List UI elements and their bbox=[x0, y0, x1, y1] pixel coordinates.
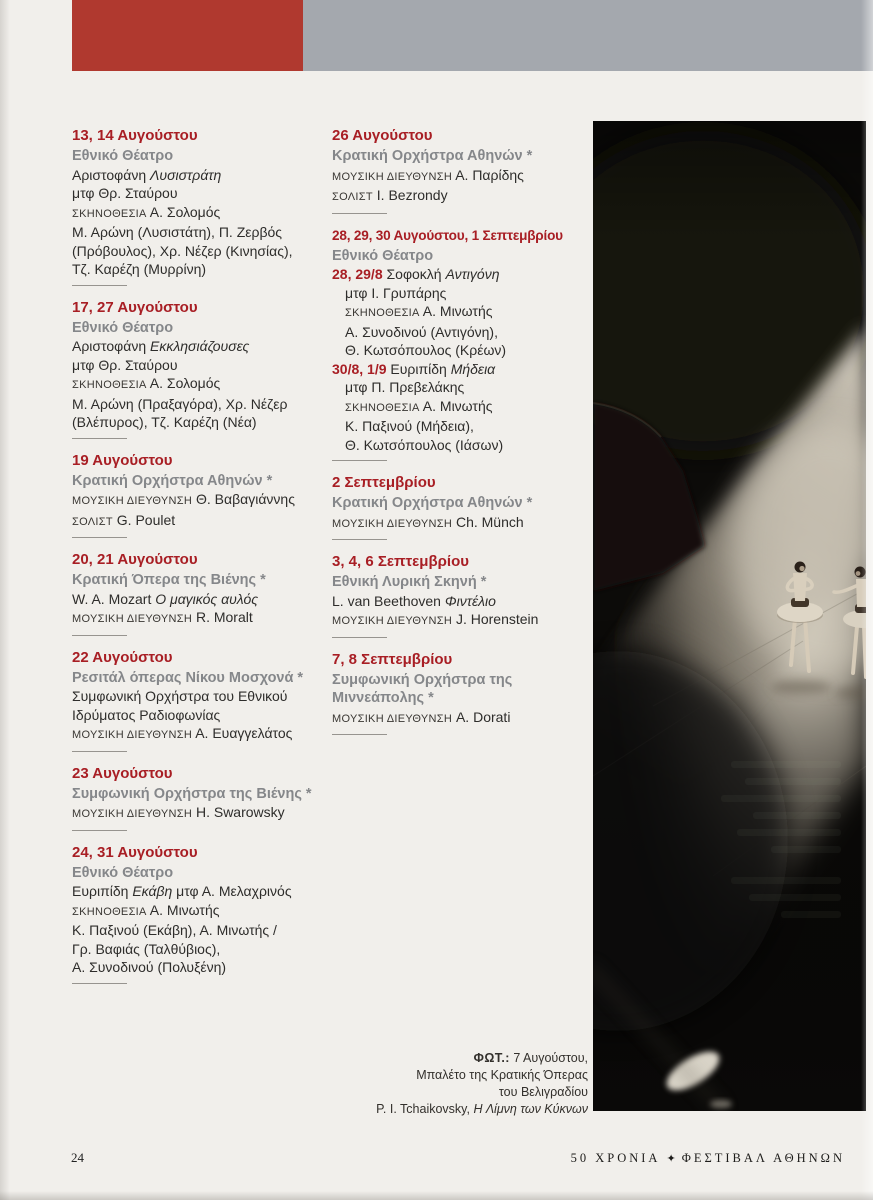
work-title: Αντιγόνη bbox=[445, 266, 500, 282]
work-title: Ο μαγικός αυλός bbox=[155, 590, 259, 607]
text-segment: Ιδρύματος Ραδιοφωνίας bbox=[72, 706, 221, 723]
separator-rule bbox=[72, 751, 127, 752]
event-line bbox=[332, 166, 592, 187]
event-block bbox=[332, 552, 592, 638]
role-label: ΣΚΗΝΟΘΕΣΙΑ bbox=[72, 905, 147, 918]
text-segment: του Βελιγραδίου bbox=[498, 1085, 588, 1099]
text-segment: Μιννεάπολης * bbox=[332, 690, 434, 706]
page-edge-bottom bbox=[0, 1191, 873, 1200]
event-line bbox=[72, 337, 330, 356]
venue-line bbox=[72, 147, 330, 166]
venue-line bbox=[72, 864, 330, 883]
header-gray-bar bbox=[303, 0, 873, 71]
event-date: 23 Αυγούστου bbox=[72, 764, 173, 782]
role-label: ΜΟΥΣΙΚΗ ΔΙΕΥΘΥΝΣΗ bbox=[332, 712, 453, 725]
event-block bbox=[72, 648, 330, 752]
separator-rule bbox=[72, 285, 127, 286]
text-segment: Κρατική Ορχήστρα Αθηνών * bbox=[332, 495, 533, 511]
event-line bbox=[72, 608, 330, 629]
event-date: 26 Αυγούστου bbox=[332, 127, 433, 144]
work-title: Λυσιστράτη bbox=[150, 166, 222, 183]
separator-rule bbox=[72, 983, 127, 984]
event-line bbox=[72, 921, 330, 940]
text-segment: Ρεσιτάλ όπερας Νίκου Μοσχονά * bbox=[72, 669, 304, 686]
text-segment: W. A. Mozart bbox=[72, 590, 156, 607]
program-column-right bbox=[332, 126, 592, 747]
role-label: ΜΟΥΣΙΚΗ ΔΙΕΥΘΥΝΣΗ bbox=[332, 517, 453, 530]
venue-line bbox=[72, 472, 330, 491]
event-line bbox=[72, 724, 330, 745]
event-line bbox=[72, 958, 330, 977]
venue-line bbox=[72, 571, 330, 590]
text-segment: A. Dorati bbox=[455, 708, 511, 725]
program-column-left bbox=[72, 126, 330, 996]
separator-rule bbox=[332, 460, 387, 461]
footer-title-right: ΦΕΣΤΙΒΑΛ ΑΘΗΝΩΝ bbox=[681, 1151, 845, 1165]
work-title: Εκκλησιάζουσες bbox=[150, 338, 250, 354]
text-segment: μτφ Α. Μελαχρινός bbox=[172, 883, 292, 899]
work-title: Η Λίμνη των Κύκνων bbox=[473, 1102, 588, 1116]
event-line bbox=[332, 610, 592, 631]
text-segment: Α. Παρίδης bbox=[455, 166, 524, 183]
event-line bbox=[332, 417, 592, 436]
text-segment: Γρ. Βαφιάς (Ταλθύβιος), bbox=[72, 940, 221, 957]
work-title: Μήδεια bbox=[450, 360, 496, 377]
event-line bbox=[72, 242, 330, 261]
sub-date: 28, 29/8 bbox=[332, 266, 383, 282]
text-segment: Εθνικό Θέατρο bbox=[332, 247, 434, 264]
separator-rule bbox=[332, 637, 387, 638]
separator-rule bbox=[72, 635, 127, 636]
text-segment: Αριστοφάνη bbox=[72, 338, 151, 354]
text-segment: Εθνικό Θέατρο bbox=[72, 148, 174, 164]
text-segment: I. Bezrondy bbox=[376, 187, 448, 203]
venue-line bbox=[72, 669, 330, 688]
text-segment: Α. Σολομός bbox=[149, 375, 221, 391]
text-segment: Θ. Κωτσόπουλος (Κρέων) bbox=[345, 342, 507, 358]
role-label: ΜΟΥΣΙΚΗ ΔΙΕΥΘΥΝΣΗ bbox=[72, 613, 193, 625]
text-segment: Α. Ευαγγελάτος bbox=[195, 725, 293, 741]
event-date: 7, 8 Σεπτεμβρίου bbox=[332, 650, 453, 668]
event-block bbox=[332, 473, 592, 540]
event-date: 2 Σεπτεμβρίου bbox=[332, 474, 436, 491]
role-label: ΣΚΗΝΟΘΕΣΙΑ bbox=[345, 307, 420, 319]
event-line bbox=[72, 687, 330, 706]
text-segment: Κρατική Όπερα της Βιένης * bbox=[72, 572, 266, 588]
text-segment: Μπαλέτο της Κρατικής Όπερας bbox=[416, 1068, 588, 1082]
role-label: ΣΟΛΙΣΤ bbox=[332, 191, 373, 203]
text-segment: Κρατική Ορχήστρα Αθηνών * bbox=[332, 148, 533, 164]
event-line bbox=[72, 803, 330, 824]
event-line bbox=[72, 511, 330, 532]
text-segment: μτφ Π. Πρεβελάκης bbox=[345, 379, 465, 395]
page-number: 24 bbox=[71, 1150, 84, 1165]
role-label: ΣΟΛΙΣΤ bbox=[72, 515, 113, 528]
text-segment: Α. Συνοδινού (Πολυξένη) bbox=[72, 959, 227, 975]
text-segment: Σοφοκλή bbox=[382, 266, 446, 282]
venue-line bbox=[332, 671, 592, 690]
text-segment: Εθνικό Θέατρο bbox=[72, 319, 174, 336]
text-segment: μτφ Ι. Γρυπάρης bbox=[345, 284, 447, 301]
caption-label: ΦΩΤ.: bbox=[473, 1051, 510, 1065]
text-segment: Συμφωνική Ορχήστρα της Βιένης * bbox=[72, 785, 312, 802]
work-title: Εκάβη bbox=[132, 883, 173, 899]
text-segment: Τζ. Καρέζη (Μυρρίνη) bbox=[72, 261, 207, 277]
text-segment: R. Moralt bbox=[195, 609, 253, 625]
venue-line bbox=[332, 573, 592, 592]
event-line bbox=[332, 341, 592, 360]
text-segment: (Πρόβουλος), Χρ. Νέζερ (Κινησίας), bbox=[72, 242, 293, 259]
sub-date: 30/8, 1/9 bbox=[332, 360, 387, 377]
text-segment: μτφ Θρ. Σταύρου bbox=[72, 185, 178, 201]
text-segment: 7 Αυγούστου, bbox=[509, 1051, 588, 1065]
event-line bbox=[72, 166, 330, 185]
text-segment: Θ. Βαβαγιάννης bbox=[195, 491, 295, 507]
event-line bbox=[332, 360, 592, 379]
text-segment: Ευριπίδη bbox=[386, 360, 451, 377]
event-block bbox=[332, 650, 592, 736]
event-line bbox=[72, 706, 330, 725]
event-date: 3, 4, 6 Σεπτεμβρίου bbox=[332, 553, 469, 570]
event-block bbox=[72, 298, 330, 439]
text-segment: P. I. Tchaikovsky, bbox=[376, 1102, 474, 1116]
event-date: 13, 14 Αυγούστου bbox=[72, 127, 198, 144]
separator-rule bbox=[72, 438, 127, 439]
event-line bbox=[72, 901, 330, 922]
text-segment: Εθνική Λυρική Σκηνή * bbox=[332, 574, 487, 590]
event-date: 22 Αυγούστου bbox=[72, 648, 173, 666]
text-segment: L. van Beethoven bbox=[332, 592, 445, 609]
footer-title-left: 50 ΧΡΟΝΙΑ bbox=[570, 1151, 661, 1165]
role-label: ΣΚΗΝΟΘΕΣΙΑ bbox=[345, 401, 420, 414]
event-date: 19 Αυγούστου bbox=[72, 451, 173, 469]
text-segment: Ch. Münch bbox=[455, 513, 524, 530]
text-segment: Συμφωνική Ορχήστρα της bbox=[332, 671, 513, 688]
footer-festival-title bbox=[571, 1151, 845, 1166]
event-line bbox=[72, 940, 330, 959]
work-title: Φιντέλιο bbox=[444, 592, 496, 609]
text-segment: Α. Μινωτής bbox=[422, 303, 493, 319]
text-segment: Συμφωνική Ορχήστρα του Εθνικού bbox=[72, 688, 288, 704]
text-segment: G. Poulet bbox=[116, 511, 176, 528]
text-segment: Θ. Κωτσόπουλος (Ιάσων) bbox=[345, 436, 504, 453]
text-segment: Μ. Αρώνη (Λυσιστάτη), Π. Ζερβός bbox=[72, 224, 283, 240]
separator-rule bbox=[332, 539, 387, 540]
text-segment: Α. Μινωτής bbox=[422, 397, 493, 414]
role-label: ΜΟΥΣΙΚΗ ΔΙΕΥΘΥΝΣΗ bbox=[72, 808, 193, 820]
event-line bbox=[72, 413, 330, 432]
caption-line bbox=[295, 1067, 588, 1084]
event-block bbox=[72, 764, 330, 831]
text-segment: J. Horenstein bbox=[455, 611, 539, 627]
event-block bbox=[72, 550, 330, 636]
role-label: ΜΟΥΣΙΚΗ ΔΙΕΥΘΥΝΣΗ bbox=[332, 170, 453, 183]
role-label: ΜΟΥΣΙΚΗ ΔΙΕΥΘΥΝΣΗ bbox=[332, 615, 453, 627]
event-date: 24, 31 Αυγούστου bbox=[72, 843, 198, 861]
separator-rule bbox=[332, 734, 387, 735]
event-date: 20, 21 Αυγούστου bbox=[72, 551, 198, 568]
role-label: ΜΟΥΣΙΚΗ ΔΙΕΥΘΥΝΣΗ bbox=[72, 729, 193, 741]
text-segment: Μ. Αρώνη (Πραξαγόρα), Χρ. Νέζερ bbox=[72, 395, 288, 412]
text-segment: Α. Συνοδινού (Αντιγόνη), bbox=[345, 323, 498, 340]
role-label: ΜΟΥΣΙΚΗ ΔΙΕΥΘΥΝΣΗ bbox=[72, 495, 193, 507]
venue-line bbox=[332, 689, 592, 708]
text-segment: Εθνικό Θέατρο bbox=[72, 864, 174, 881]
event-line bbox=[72, 490, 330, 511]
header-red-block bbox=[72, 0, 303, 71]
text-segment: Κ. Παξινού (Εκάβη), Α. Μινωτής / bbox=[72, 922, 277, 938]
venue-line bbox=[332, 494, 592, 513]
event-line bbox=[72, 590, 330, 609]
venue-line bbox=[72, 785, 330, 804]
event-line bbox=[332, 302, 592, 323]
separator-rule bbox=[72, 830, 127, 831]
text-segment: Α. Μινωτής bbox=[149, 901, 220, 918]
event-line bbox=[332, 186, 592, 207]
text-segment: Κρατική Ορχήστρα Αθηνών * bbox=[72, 472, 273, 489]
text-segment: Κ. Παξινού (Μήδεια), bbox=[345, 418, 474, 434]
event-line bbox=[332, 323, 592, 342]
event-line bbox=[332, 708, 592, 729]
event-line bbox=[72, 882, 330, 901]
venue-line bbox=[332, 147, 592, 166]
event-block bbox=[72, 843, 330, 984]
event-line bbox=[72, 184, 330, 203]
event-line bbox=[72, 223, 330, 242]
event-line bbox=[332, 397, 592, 418]
text-segment: Α. Σολομός bbox=[149, 203, 221, 220]
stage-photo bbox=[593, 121, 866, 1111]
event-line bbox=[72, 356, 330, 375]
event-line bbox=[72, 395, 330, 414]
event-line bbox=[72, 203, 330, 224]
event-line bbox=[332, 513, 592, 534]
event-block bbox=[332, 126, 592, 214]
event-line bbox=[332, 592, 592, 611]
event-line bbox=[72, 374, 330, 395]
caption-line bbox=[295, 1084, 588, 1101]
role-label: ΣΚΗΝΟΘΕΣΙΑ bbox=[72, 379, 147, 391]
page-edge-left bbox=[0, 0, 10, 1200]
event-line bbox=[332, 265, 592, 284]
event-line bbox=[332, 436, 592, 455]
event-line bbox=[332, 284, 592, 303]
event-line bbox=[72, 260, 330, 279]
caption-line bbox=[295, 1101, 588, 1118]
photo-caption bbox=[295, 1050, 588, 1118]
text-segment: (Βλέπυρος), Τζ. Καρέζη (Νέα) bbox=[72, 414, 257, 430]
event-block bbox=[72, 451, 330, 539]
separator-rule bbox=[332, 213, 387, 214]
event-line bbox=[332, 378, 592, 397]
ballet-photo-graphic bbox=[593, 121, 866, 1111]
text-segment: μτφ Θρ. Σταύρου bbox=[72, 356, 178, 373]
event-date: 28, 29, 30 Αυγούστου, 1 Σεπτεμβρίου bbox=[332, 227, 563, 243]
diamond-icon: ✦ bbox=[666, 1153, 676, 1165]
event-block bbox=[332, 226, 592, 462]
event-block bbox=[72, 126, 330, 286]
text-segment: Ευριπίδη bbox=[72, 883, 133, 899]
role-label: ΣΚΗΝΟΘΕΣΙΑ bbox=[72, 207, 147, 220]
text-segment: Αριστοφάνη bbox=[72, 166, 151, 183]
separator-rule bbox=[72, 537, 127, 538]
caption-line bbox=[295, 1050, 588, 1067]
venue-line bbox=[72, 319, 330, 338]
text-segment: H. Swarowsky bbox=[195, 804, 285, 820]
event-date: 17, 27 Αυγούστου bbox=[72, 298, 198, 316]
venue-line bbox=[332, 247, 592, 266]
